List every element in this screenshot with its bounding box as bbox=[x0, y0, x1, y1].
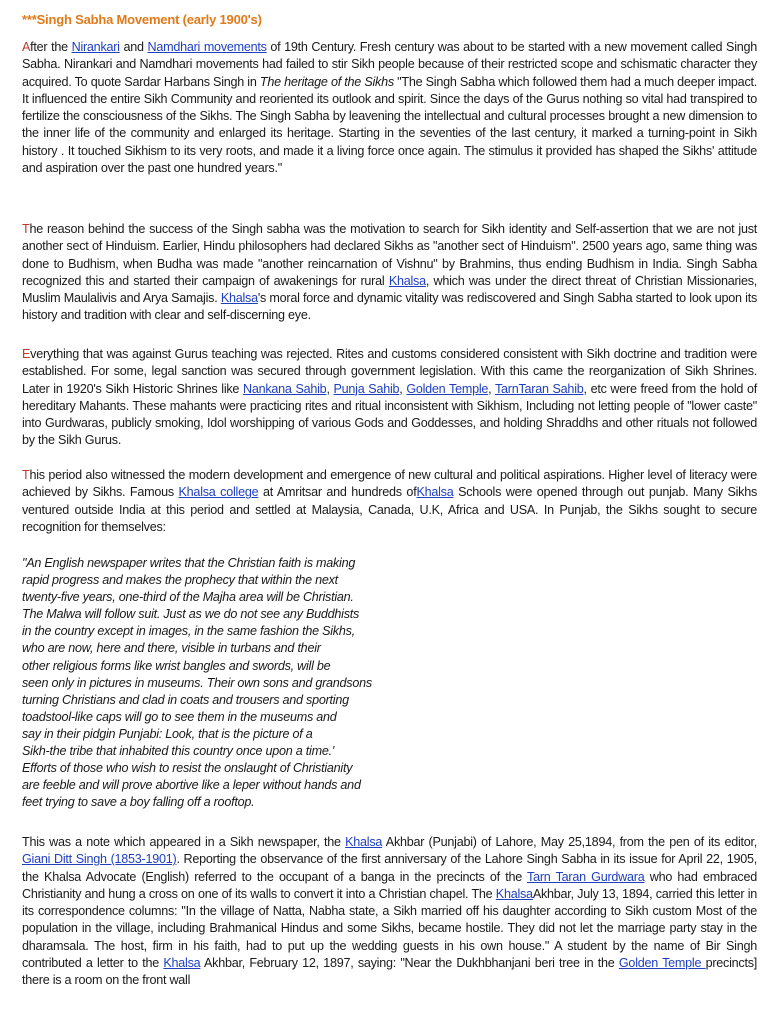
quote-line: in the country except in images, in the same fashion the Sikhs, bbox=[22, 624, 355, 639]
link-namdhari-movements[interactable]: Namdhari movements bbox=[147, 40, 267, 54]
quote-line: twenty-five years, one-third of the Majha area will be Christian. bbox=[22, 590, 354, 605]
paragraph-2: The reason behind the success of the Singh sabha was the motivation to search for Sikh identity and Self-assertion that we are not just another sect of Hinduism. Earlier, Hindu philosophers had declared Sikhs as "another sect of Hinduism". 2500 years ago, same thing was done to Budhism, when Budha was made "another reincarnation of Vishnu" by Brahmins, thus ending Budhism in India. Singh Sabha recognized this and started their campaign of awakenings for rural Khalsa, which was under the direct threat of Christian Missionaries, Muslim Maulalivis and Arya Samajis. Khalsa's moral force and dynamic vitality was rediscovered and Singh Sabha started to look upon its history and tradition with clear and self-discerning eye. bbox=[22, 222, 757, 323]
link-khalsa-college[interactable]: Khalsa college bbox=[178, 485, 259, 500]
link-golden-temple[interactable]: Golden Temple bbox=[618, 956, 706, 971]
quote-line: "An English newspaper writes that the Christian faith is making bbox=[22, 556, 356, 570]
quote-line: are feeble and will prove abortive like a leper without hands and bbox=[22, 778, 361, 793]
quote-line: The Malwa will follow suit. Just as we do not see any Buddhists bbox=[22, 607, 360, 622]
quote-line: rapid progress and makes the prophecy that within the next bbox=[22, 573, 338, 588]
link-punja-sahib[interactable]: Punja Sahib bbox=[333, 381, 400, 396]
blockquote bbox=[22, 555, 402, 811]
quote-line: other religious forms like wrist bangles and swords, will be bbox=[22, 658, 331, 673]
drop-cap: T bbox=[22, 222, 30, 236]
paragraph-4: This period also witnessed the modern development and emergence of new cultural and political aspirations. Higher level of literacy were achieved by Sikhs. Famous Khalsa college at Amritsar and hundreds ofKhalsa Schools were opened through out punjab. Many Sikhs ventured outside India at this period and settled at Malaysia, Canada, U.K, Africa and USA. In Punjab, the Sikhs sought to secure recognition for themselves: bbox=[22, 468, 758, 534]
quote-line: feet trying to save a boy falling off a rooftop. bbox=[22, 795, 255, 810]
quote-line: turning Christians and clad in coats and trousers and sporting bbox=[22, 692, 349, 707]
link-nirankari[interactable]: Nirankari bbox=[71, 40, 120, 54]
drop-cap: T bbox=[22, 468, 30, 482]
paragraph-3: Everything that was against Gurus teaching was rejected. Rites and customs considered consistent with Sikh doctrine and tradition were established. For some, legal sanction was secured through government legislation. With this came the reorganization of Sikh Shrines. Later in 1920's Sikh Historic Shrines like Nankana Sahib, Punja Sahib, Golden Temple, TarnTaran Sahib, etc were freed from the hold of hereditary Mahants. These mahants were practicing rites and ritual inconsistent with Sikhism, Including not letting people of "lower caste" into Gurdwaras, publicly smoking, Idol worshipping of various Gods and Goddesses, and holding Shraddhs and other rituals not followed by the Sikh Gurus. bbox=[22, 347, 758, 448]
quote-line: seen only in pictures in museums. Their own sons and grandsons bbox=[22, 675, 372, 690]
link-khalsa[interactable]: Khalsa bbox=[220, 291, 258, 306]
paragraph-1: After the Nirankari and Namdhari movements of 19th Century. Fresh century was about to be started with a new movement called Singh Sabha. Nirankari and Namdhari movements had failed to stir Sikh people because of their restricted scope and schismatic character they acquired. To quote Sardar Harbans Singh in The heritage of the Sikhs "The Singh Sabha which followed them had a much deeper impact. It influenced the entire Sikh Community and reoriented its outlook and spirit. Since the days of the Gurus nothing so vital had transpired to fertilize the consciousness of the Sikhs. The Singh Sabha by leavening the intellectual and cultural processes brought a new dimension to the inner life of the community and enlarged its heritage. Starting in the seventies of the last century, it marked a turning-point in Sikh history . It touched Sikhism to its very roots, and made it a living force once again. The stimulus it provided has shaped the Sikhs' attitude and aspiration over the past one hundred years." bbox=[22, 40, 758, 176]
drop-cap: A bbox=[22, 40, 31, 54]
link-golden-temple[interactable]: Golden Temple bbox=[406, 381, 489, 396]
link-khalsa[interactable]: Khalsa bbox=[495, 886, 533, 901]
quote-line: who are now, here and there, visible in turbans and their bbox=[22, 641, 321, 656]
drop-cap: E bbox=[22, 347, 31, 361]
link-khalsa[interactable]: Khalsa bbox=[388, 273, 426, 288]
link-nankana-sahib[interactable]: Nankana Sahib bbox=[243, 381, 327, 396]
link-giani-ditt-singh[interactable]: Giani Ditt Singh (1853-1901) bbox=[22, 852, 177, 867]
link-khalsa[interactable]: Khalsa bbox=[163, 956, 201, 971]
quote-line: Sikh-the tribe that inhabited this country once upon a time.' bbox=[22, 744, 334, 759]
link-tarn-taran-gurdwara[interactable]: Tarn Taran Gurdwara bbox=[527, 869, 645, 884]
link-khalsa[interactable]: Khalsa bbox=[416, 485, 454, 500]
link-tarntaran-sahib[interactable]: TarnTaran Sahib bbox=[494, 381, 584, 396]
page-title: ***Singh Sabha Movement (early 1900's) bbox=[22, 12, 262, 27]
quote-line: say in their pidgin Punjabi: Look, that is the picture of a bbox=[22, 726, 313, 741]
quote-line: Efforts of those who wish to resist the onslaught of Christianity bbox=[22, 761, 353, 776]
paragraph-5: This was a note which appeared in a Sikh newspaper, the Khalsa Akhbar (Punjabi) of Lahore, May 25,1894, from the pen of its editor, Giani Ditt Singh (1853-1901). Reporting the observance of the first anniversary of the Lahore Singh Sabha in its issue for April 22, 1905, the Khalsa Advocate (English) referred to the occupant of a banga in the precincts of the Tarn Taran Gurdwara who had embraced Christianity and hung a cross on one of its walls to convert it into a Christian chapel. The KhalsaAkhbar, July 13, 1894, carried this letter in its correspondence columns: "In the village of Natta, Nabha state, a Sikh married off his daughter according to Sikh custom Most of the population in the village, including Brahmanical Hindus and some Sikhs, became hostile. They did not let the marriage party stay in the dharamsala. The host, firm in his faith, had to put up the wedding guests in his own house." A student by the name of Bir Singh contributed a letter to the Khalsa Akhbar, February 12, 1897, saying: "Near the Dukhbhanjani beri tree in the Golden Temple precincts] there is a room on the front wall bbox=[22, 835, 757, 988]
quote-line: toadstool-like caps will go to see them in the museums and bbox=[22, 709, 337, 724]
book-title: The heritage of the Sikhs bbox=[259, 74, 394, 89]
link-khalsa[interactable]: Khalsa bbox=[345, 835, 383, 849]
